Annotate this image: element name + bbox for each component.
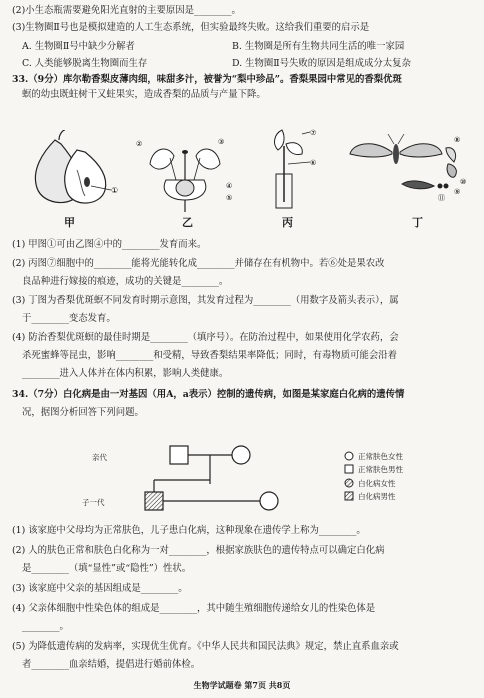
legend-albino-female: 白化病女性 [358, 479, 396, 488]
q33-sub2b: 良品种进行嫁接的痕迹，成功的关键是________。 [22, 276, 229, 287]
pedigree-legend-icons [344, 451, 356, 507]
figure-label-ding: 丁 [412, 216, 423, 229]
q34-sub5b: 者________血亲结婚，提倡进行婚前体检。 [22, 659, 201, 670]
son-affected-symbol [145, 492, 163, 510]
pedigree-chart [120, 440, 320, 520]
question-32-2: (2)小生态瓶需要避免阳光直射的主要原因是________。 [12, 5, 241, 16]
figure-label-jia: 甲 [64, 216, 75, 229]
figure-yi-flower [130, 134, 240, 214]
legend-albino-male: 白化病男性 [358, 492, 396, 501]
q34-sub5a: (5) 为降低遗传病的发病率，实现优生优育。《中华人民共和国民法典》规定，禁止直系血亲或 [12, 641, 399, 652]
q33-sub4a: (4) 防治香梨优斑螟的最佳时期是________（填序号）。在防治过程中，如果使用化学农药，会 [12, 332, 399, 343]
question-34-stem: 34.（7分）白化病是由一对基因（用A，a表示）控制的遗传病，如图是某家庭白化病的遗传情 [12, 389, 405, 400]
label-3: ③ [218, 138, 225, 146]
q33-sub3b: 于________变态发育。 [22, 313, 116, 324]
q34-sub2a: (2) 人的肤色正常和肤色白化称为一对________，根据家族肤色的遗传特点可以确定白化病 [12, 545, 385, 556]
option-a: A. 生物圈Ⅱ号中缺少分解者 [22, 41, 135, 52]
page-footer: 生物学试题卷 第7页 共8页 [193, 680, 291, 690]
q33-sub4b: 杀死蜜蜂等昆虫，影响________和受精，导致香梨结果率降低；同时，有毒物质可能会沿着 [22, 350, 398, 361]
mother-symbol [232, 446, 250, 464]
label-10: ⑩ [460, 178, 467, 186]
q33-sub3a: (3) 丁图为香梨优斑螟不同发育时期示意图，其发育过程为________（用数字及箭头表示），属 [12, 295, 399, 306]
pedigree-gen2-label: 子一代 [82, 498, 105, 507]
father-symbol [170, 446, 188, 464]
figure-jia-pear [25, 130, 125, 210]
label-9: ⑨ [454, 188, 461, 196]
q33-sub2a: (2) 丙图⑦细胞中的________能将光能转化成________并储存在有机物中。若⑥处是果农改 [12, 258, 385, 269]
label-8: ⑧ [454, 136, 461, 144]
spouse-symbol [260, 492, 278, 510]
q33-sub4c: ________进入人体并在体内积累，影响人类健康。 [22, 368, 229, 379]
option-b: B. 生物圈是所有生物共同生活的唯一家园 [232, 41, 405, 52]
question-34-stem-2: 况，据图分析回答下列问题。 [22, 407, 144, 418]
question-33-stem-2: 螟的幼虫既蛀树干又蛀果实，造成香梨的品质与产量下降。 [22, 89, 266, 100]
label-4: ④ [226, 182, 233, 190]
figure-label-yi: 乙 [182, 216, 193, 229]
label-7: ⑦ [310, 129, 317, 137]
question-32-3: (3)生物圈Ⅱ号也是模拟建造的人工生态系统，但实验最终失败。这给我们重要的启示是 [12, 22, 370, 33]
label-2: ② [136, 140, 143, 148]
label-1: ① [111, 186, 119, 195]
q34-sub4b: ________。 [22, 621, 69, 632]
q34-sub2b: 是________（填“显性”或“隐性”）性状。 [22, 563, 192, 574]
label-11: ⑪ [438, 194, 445, 202]
q33-sub1: (1) 甲图①可由乙图④中的________发育而来。 [12, 239, 207, 250]
label-5: ⑤ [226, 194, 233, 202]
q34-sub1: (1) 该家庭中父母均为正常肤色，儿子患白化病，这种现象在遗传学上称为________。 [12, 525, 366, 536]
figure-label-bing: 丙 [282, 216, 293, 229]
question-33-stem: 33.（9分）库尔勒香梨皮薄肉细，味甜多汁，被誉为“梨中珍品”。香梨果园中常见的香梨优斑 [12, 74, 402, 85]
q34-sub3: (3) 该家庭中父亲的基因组成是________。 [12, 583, 188, 594]
pedigree-gen1-label: 亲代 [92, 453, 107, 462]
label-6: ⑥ [310, 159, 317, 167]
q34-sub4a: (4) 父亲体细胞中性染色体的组成是________，其中随生殖细胞传递给女儿的性染色体是 [12, 603, 376, 614]
legend-normal-female: 正常肤色女性 [358, 452, 403, 461]
figure-ding-moth [342, 128, 474, 214]
option-d: D. 生物圈Ⅱ号失败的原因是组成成分太复杂 [232, 58, 411, 69]
figure-bing-branch [252, 124, 322, 214]
legend-normal-male: 正常肤色男性 [358, 465, 403, 474]
option-c: C. 人类能够脱离生物圈而生存 [22, 58, 148, 69]
